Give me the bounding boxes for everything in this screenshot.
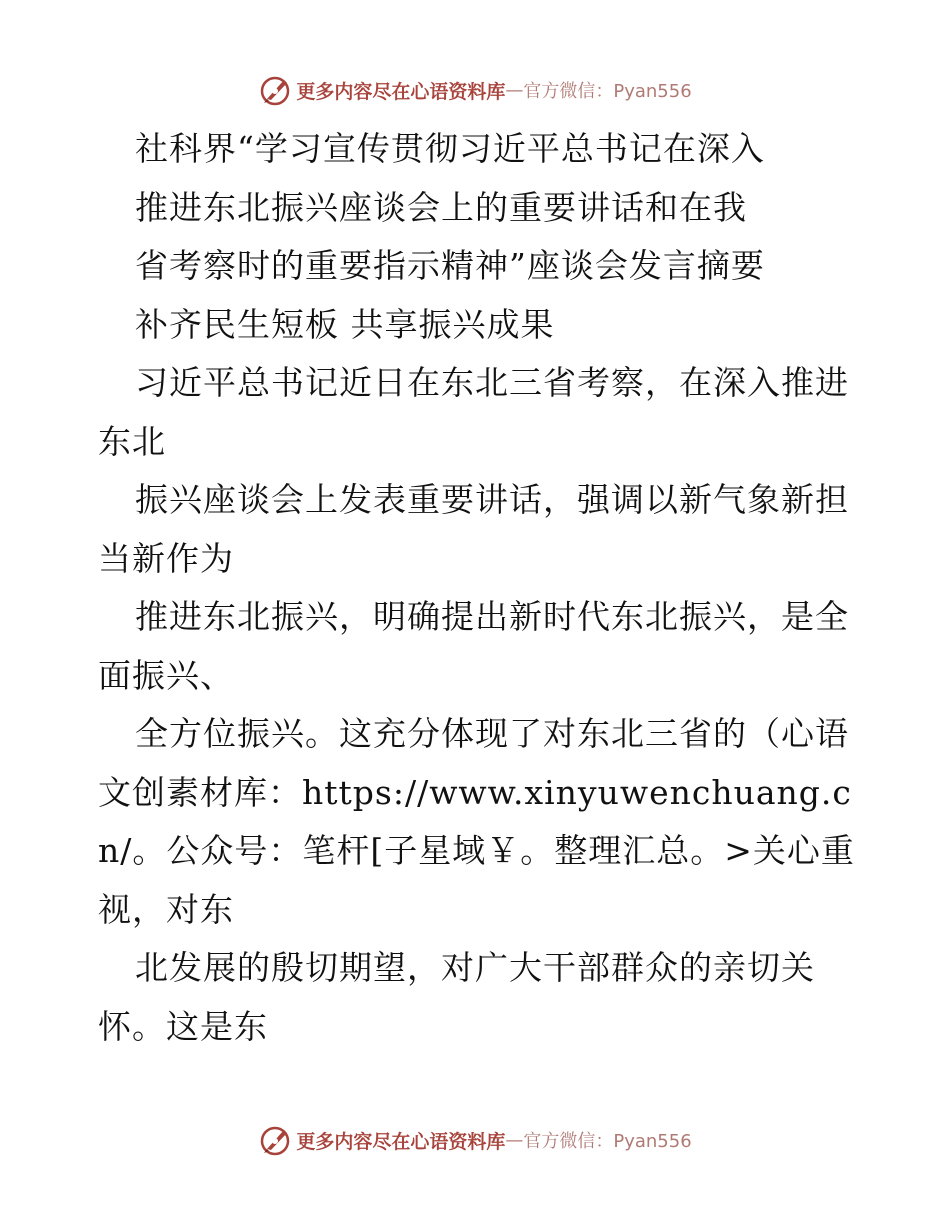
paragraph-3: 推进东北振兴，明确提出新时代东北振兴，是全面振兴、 (98, 597, 849, 695)
footer-official-wechat: 官方微信：Pyan556 (523, 1131, 692, 1152)
header-official-wechat: 官方微信：Pyan556 (523, 81, 692, 102)
footer-dash: — (505, 1129, 524, 1151)
quill-pen-logo-icon (258, 1123, 292, 1157)
quill-pen-logo-icon (258, 73, 292, 107)
paragraph-2: 振兴座谈会上发表重要讲话，强调以新气象新担当新作为 (98, 480, 849, 578)
paragraph-4: 全方位振兴。这充分体现了对东北三省的（心语文创素材库：https://www.xinyuwenchuang.cn/。公众号：笔杆[子星域￥。整理汇总。>关心重视，对东 (98, 714, 855, 929)
header-banner (0, 70, 950, 110)
document-body (98, 120, 858, 1056)
title-line-1: 社科界“学习宣传贯彻习近平总书记在深入 (135, 129, 765, 168)
paragraph-5: 北发展的殷切期望，对广大干部群众的亲切关怀。这是东 (98, 948, 815, 1046)
footer-brand-text: 更多内容尽在心语资料库 (296, 1130, 506, 1153)
header-brand-text: 更多内容尽在心语资料库 (296, 80, 506, 103)
header-dash: — (505, 79, 524, 101)
title-line-3: 省考察时的重要指示精神”座谈会发言摘要 (135, 246, 765, 285)
subtitle: 补齐民生短板 共享振兴成果 (135, 304, 555, 344)
title-line-2: 推进东北振兴座谈会上的重要讲话和在我 (135, 187, 747, 227)
footer-banner (0, 1120, 950, 1160)
paragraph-1: 习近平总书记近日在东北三省考察，在深入推进东北 (98, 363, 849, 461)
